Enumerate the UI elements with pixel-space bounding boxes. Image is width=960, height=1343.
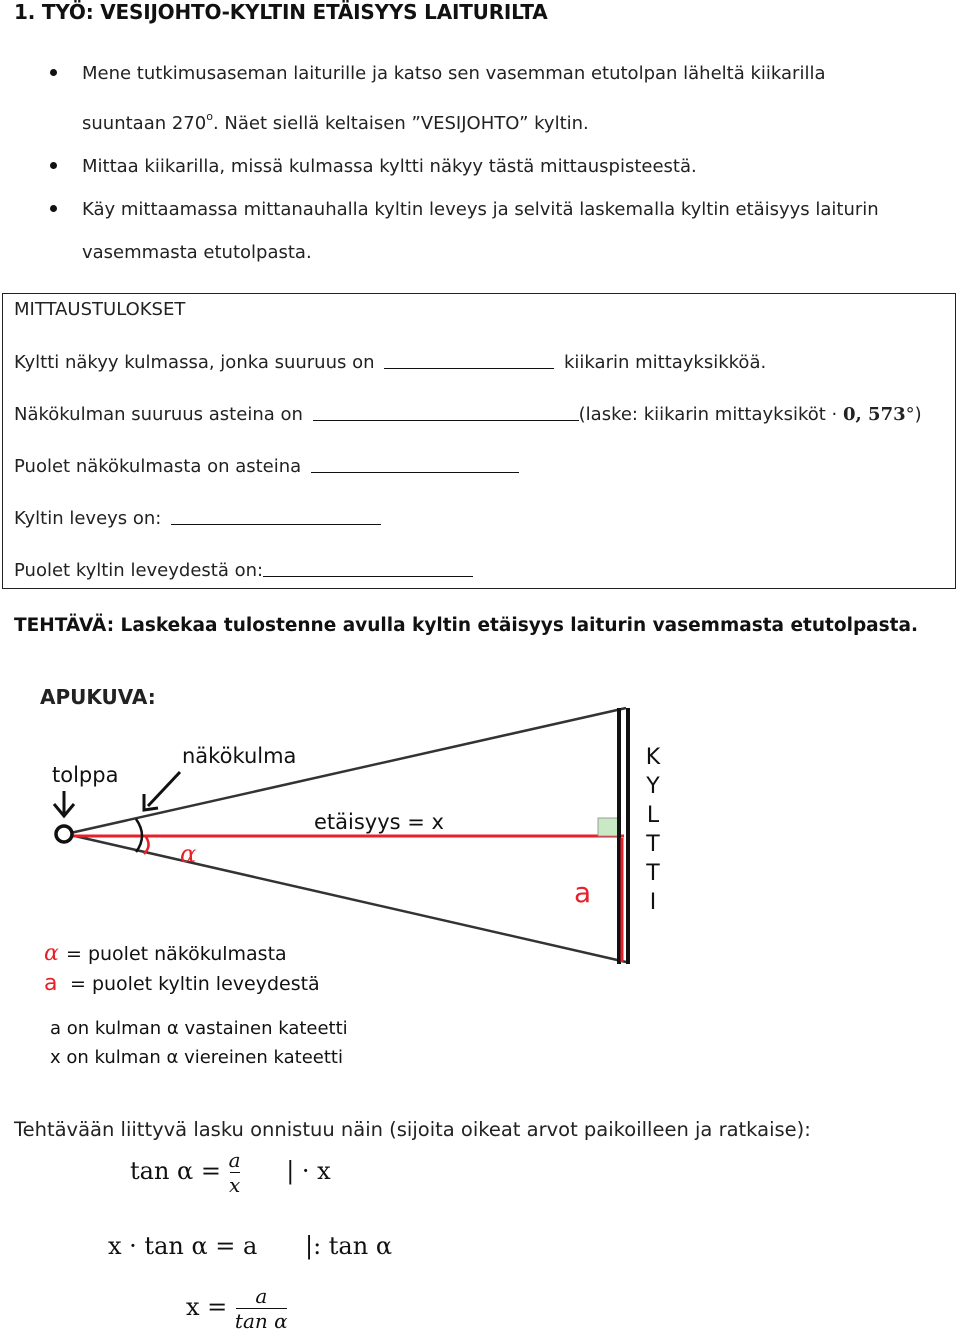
results-box bbox=[2, 293, 956, 589]
denominator: tan α bbox=[234, 1309, 288, 1333]
distance-label: etäisyys = x bbox=[314, 810, 444, 834]
angle-label: näkökulma bbox=[182, 744, 297, 768]
legend-alpha-text: = puolet näkökulmasta bbox=[66, 943, 287, 965]
angle-arrow-shaft bbox=[148, 772, 180, 806]
bullet-icon bbox=[50, 205, 57, 212]
angle-units-blank[interactable] bbox=[384, 350, 554, 369]
legend-a-text: = puolet kyltin leveydestä bbox=[70, 973, 320, 995]
result-hint-close: °) bbox=[905, 404, 922, 425]
degree-superscript: o bbox=[206, 110, 213, 123]
instruction-1-line-2b: . Näet siellä keltaisen ”VESIJOHTO” kyltin. bbox=[212, 113, 589, 134]
legend-alpha-symbol: α bbox=[44, 941, 59, 966]
fraction-a-over-tan-alpha bbox=[235, 1284, 288, 1333]
helper-figure bbox=[30, 676, 690, 1076]
instruction-1-line-2a: suuntaan 270 bbox=[82, 113, 207, 134]
result-hint: (laske: kiikarin mittayksiköt · bbox=[578, 404, 838, 425]
list-item bbox=[0, 188, 940, 274]
result-row-half-width bbox=[14, 558, 473, 581]
bullet-icon bbox=[50, 69, 57, 76]
results-heading: MITTAUSTULOKSET bbox=[14, 299, 186, 320]
instruction-3-line-1: Käy mittaamassa mittanauhalla kyltin leveys ja selvitä laskemalla kyltin etäisyys laiturin bbox=[82, 199, 879, 220]
equation-2-operation: |: tan α bbox=[304, 1232, 393, 1260]
sign-letter: K bbox=[645, 745, 661, 770]
note-opposite-side: a on kulman α vastainen kateetti bbox=[50, 1018, 348, 1039]
equation-3 bbox=[186, 1284, 288, 1333]
task-statement: TEHTÄVÄ: Laskekaa tulostenne avulla kyltin etäisyys laiturin vasemmasta etutolpasta. bbox=[14, 615, 919, 636]
result-row-angle-degrees bbox=[14, 402, 922, 425]
fraction-a-over-x bbox=[229, 1148, 241, 1197]
list-item bbox=[0, 145, 940, 188]
instruction-list bbox=[0, 52, 940, 274]
sign-width-blank[interactable] bbox=[171, 506, 381, 525]
denominator: x bbox=[228, 1173, 241, 1197]
equation-2-left: x · tan α = a bbox=[108, 1232, 258, 1260]
post-icon bbox=[56, 826, 72, 842]
half-angle-blank[interactable] bbox=[311, 454, 519, 473]
result-row-sign-width bbox=[14, 506, 381, 529]
sign-letter: Y bbox=[646, 774, 660, 799]
angle-degrees-blank[interactable] bbox=[313, 402, 579, 421]
result-row-half-angle bbox=[14, 454, 519, 477]
equation-1-left: tan α = bbox=[130, 1157, 221, 1185]
conversion-factor: 0, 573 bbox=[842, 404, 906, 425]
result-label: Puolet kyltin leveydestä on: bbox=[14, 560, 264, 581]
bullet-icon bbox=[50, 162, 57, 169]
legend-a-symbol: a bbox=[44, 971, 58, 996]
calculation-intro: Tehtävään liittyvä lasku onnistuu näin (sijoita oikeat arvot paikoilleen ja ratkaise): bbox=[14, 1118, 811, 1141]
sign-letter: L bbox=[646, 803, 660, 828]
equation-2 bbox=[108, 1232, 392, 1260]
result-label: Kyltin leveys on: bbox=[14, 508, 162, 529]
result-label: Näkökulman suuruus asteina on bbox=[14, 404, 303, 425]
result-label: Puolet näkökulmasta on asteina bbox=[14, 456, 302, 477]
half-width-blank[interactable] bbox=[263, 558, 473, 577]
equation-1 bbox=[130, 1148, 331, 1197]
instruction-2: Mittaa kiikarilla, missä kulmassa kyltti näkyy tästä mittauspisteestä. bbox=[82, 156, 697, 177]
sign-letter: I bbox=[649, 890, 657, 915]
sign-letter: T bbox=[646, 861, 660, 886]
result-suffix: kiikarin mittayksikköä. bbox=[564, 352, 767, 373]
result-label: Kyltti näkyy kulmassa, jonka suuruus on bbox=[14, 352, 375, 373]
numerator: a bbox=[255, 1284, 268, 1308]
alpha-label: α bbox=[180, 840, 197, 868]
equation-3-left: x = bbox=[186, 1293, 228, 1321]
list-item bbox=[0, 52, 940, 145]
page-title: 1. TYÖ: VESIJOHTO-KYLTIN ETÄISYYS LAITURILTA bbox=[14, 0, 548, 24]
post-label: tolppa bbox=[52, 763, 119, 787]
instruction-3-line-2: vasemmasta etutolpasta. bbox=[82, 242, 312, 263]
a-label: a bbox=[574, 876, 592, 909]
equation-1-operation: | · x bbox=[286, 1157, 331, 1185]
right-angle-marker bbox=[598, 818, 618, 836]
note-adjacent-side: x on kulman α viereinen kateetti bbox=[50, 1047, 343, 1068]
sign-letter: T bbox=[646, 832, 660, 857]
figure-title: APUKUVA: bbox=[40, 685, 156, 709]
result-row-angle-units bbox=[14, 350, 766, 373]
instruction-1-line-1: Mene tutkimusaseman laiturille ja katso sen vasemman etutolpan läheltä kiikarilla bbox=[82, 63, 826, 84]
numerator: a bbox=[228, 1148, 241, 1172]
